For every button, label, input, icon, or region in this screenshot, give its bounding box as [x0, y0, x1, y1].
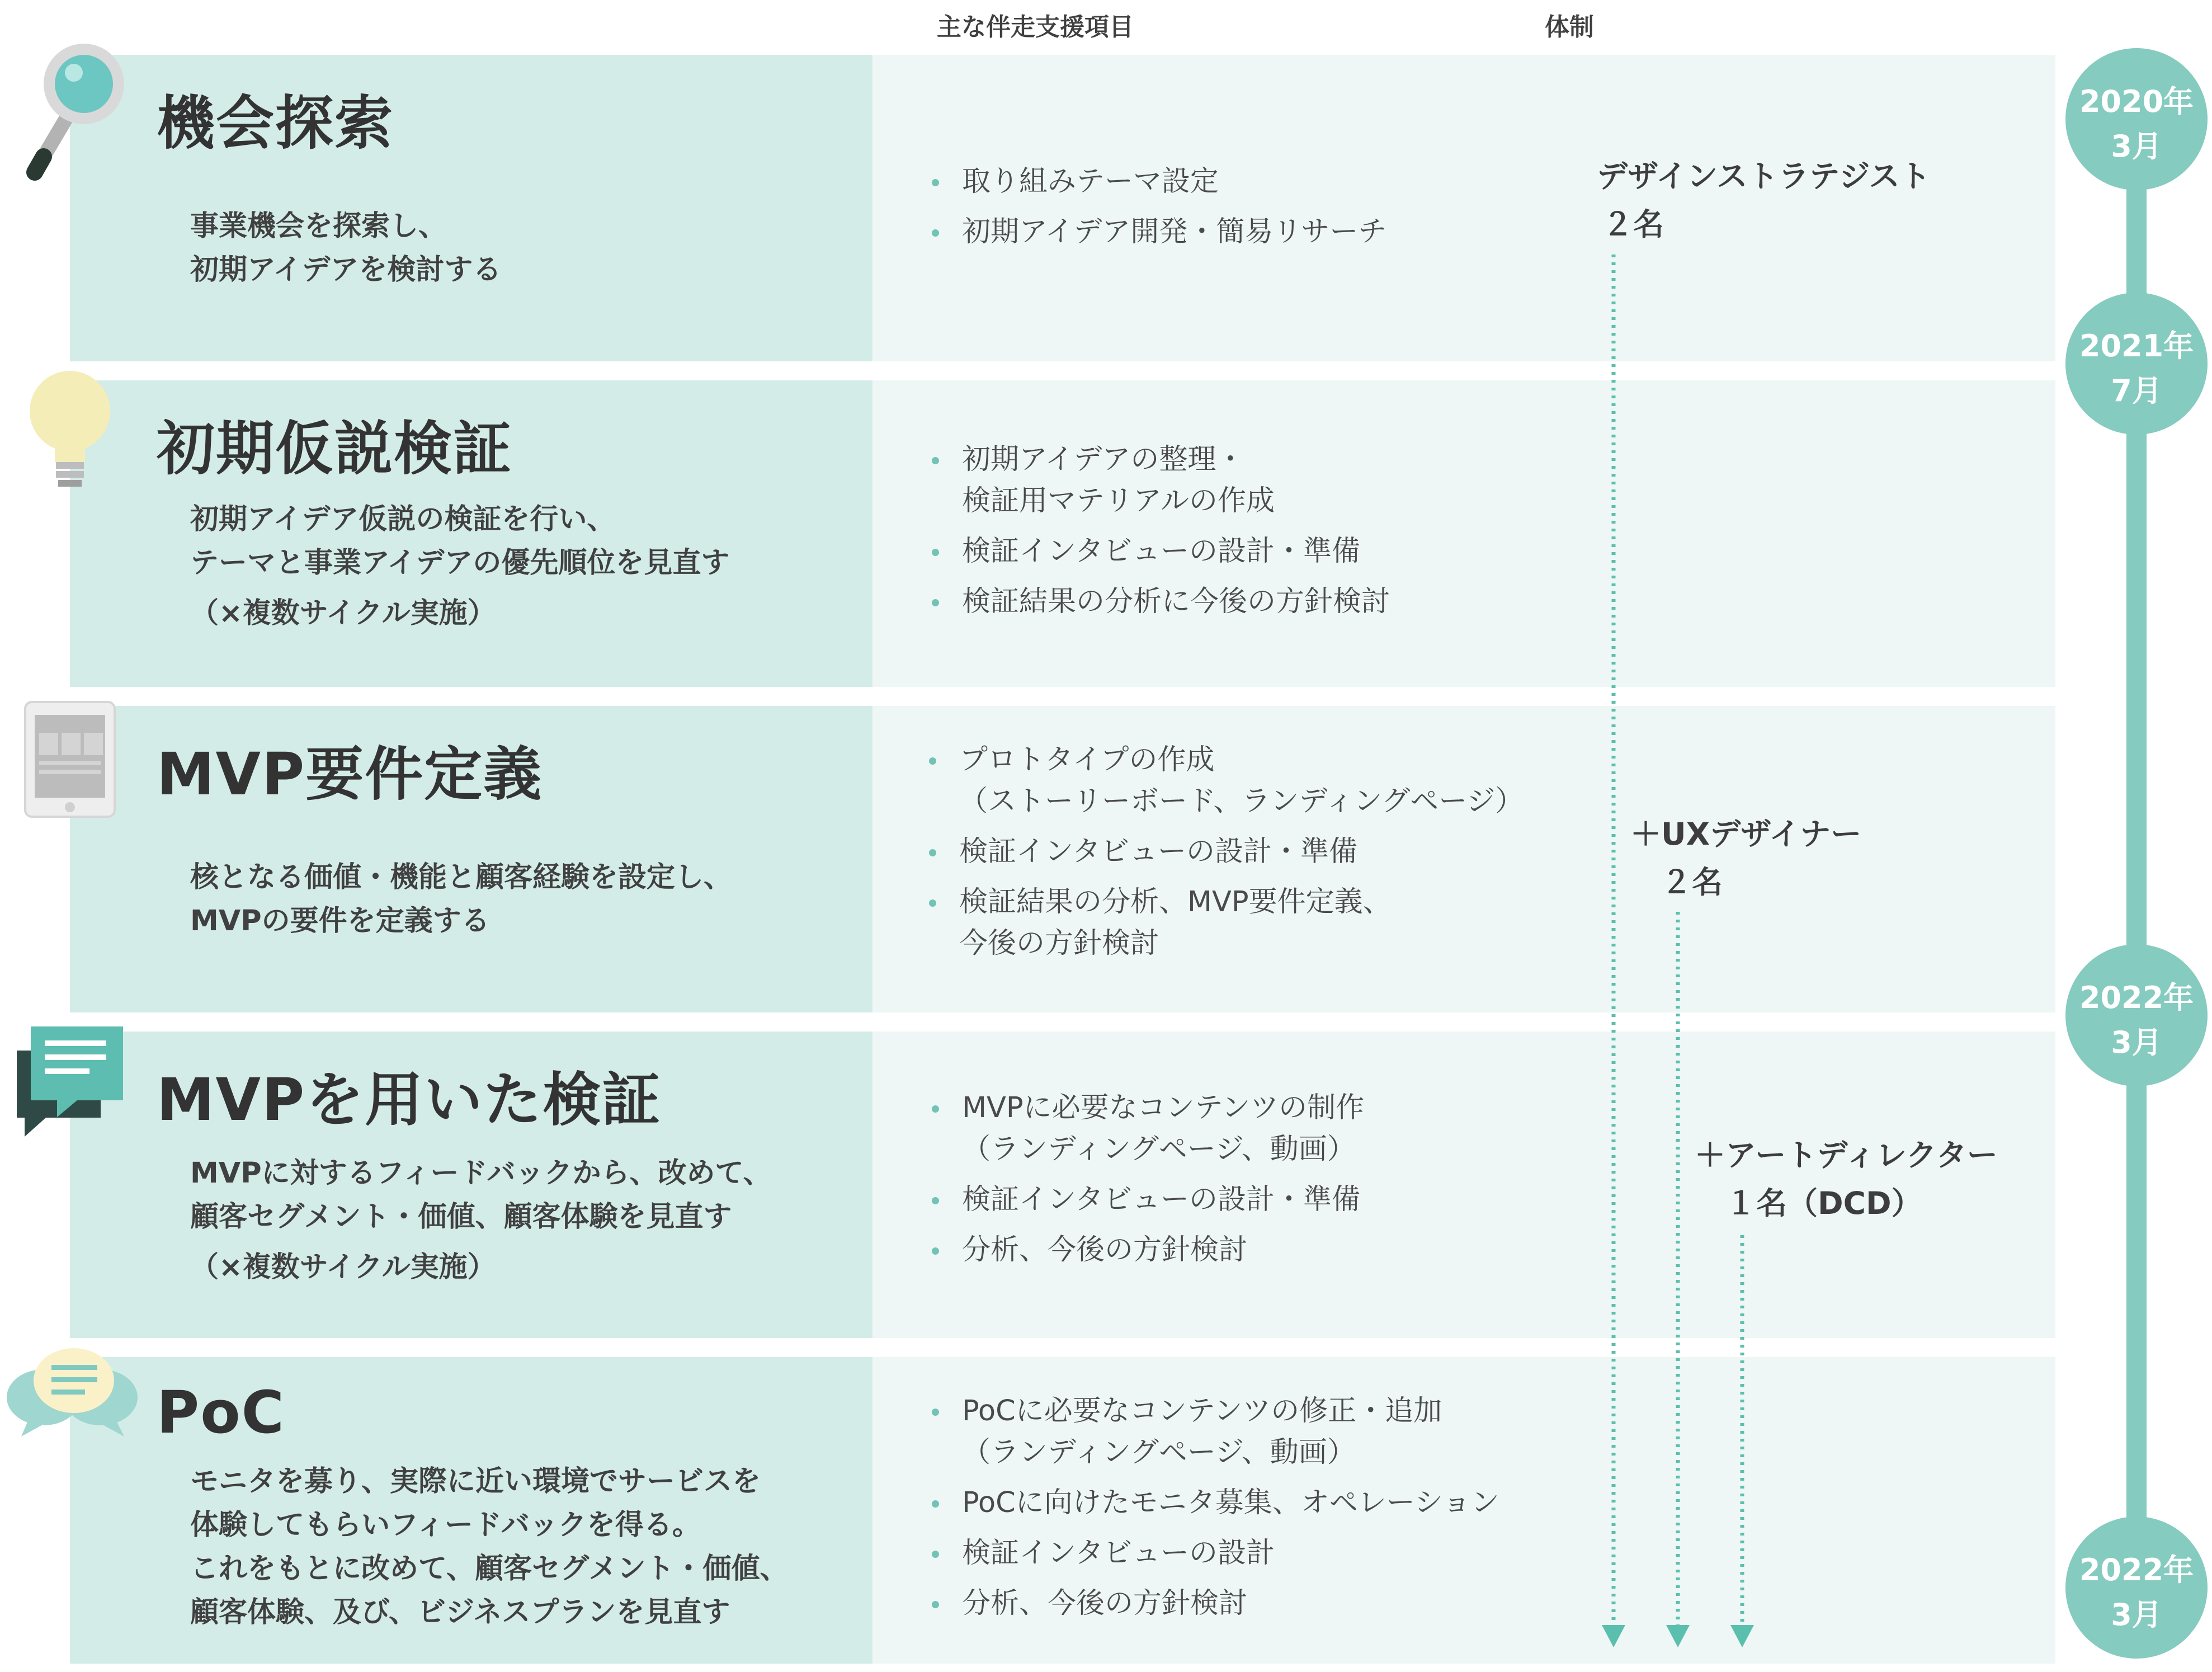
staff-art-director: ＋アートディレクター １名（DCD） — [1695, 1131, 1998, 1227]
cycle-note: （×複数サイクル実施） — [190, 597, 496, 630]
svg-text:2021年: 2021年 — [2079, 328, 2194, 364]
cycle-note: （×複数サイクル実施） — [190, 1251, 496, 1284]
magnifier-icon — [35, 44, 124, 172]
list-item: MVPに必要なコンテンツの制作 （ランディングページ、動画） — [962, 1087, 1364, 1170]
phase-title: PoC — [157, 1378, 285, 1447]
list-item: 分析、今後の方針検討 — [962, 1583, 1499, 1624]
timeline-marker — [2065, 293, 2208, 435]
phase-description: 初期アイデア仮説の検証を行い、 テーマと事業アイデアの優先順位を見直す （×複数サイクル実施） — [190, 498, 729, 635]
list-item: 分析、今後の方針検討 — [962, 1230, 1364, 1271]
phase-title: MVP要件定義 — [157, 740, 543, 808]
list-item: 検証インタビューの設計・準備 — [962, 1179, 1364, 1221]
svg-text:7月: 7月 — [2111, 373, 2162, 408]
svg-text:3月: 3月 — [2111, 129, 2162, 164]
list-item: 取り組みテーマ設定 — [962, 161, 1386, 202]
speech-bubble-icon — [17, 1026, 123, 1137]
svg-text:2022年: 2022年 — [2079, 1552, 2194, 1588]
staffing-arrows — [1602, 255, 1754, 1647]
list-item: 検証結果の分析に今後の方針検討 — [962, 581, 1390, 623]
tablet-icon — [25, 702, 115, 817]
list-item: 検証インタビューの設計 — [962, 1533, 1499, 1574]
phase-title: MVPを用いた検証 — [157, 1066, 662, 1134]
list-item: 検証結果の分析、MVP要件定義、 今後の方針検討 — [959, 882, 1524, 964]
support-items-header: 主な伴走支援項目 — [937, 13, 1134, 41]
list-item: 初期アイデア開発・簡易リサーチ — [962, 211, 1386, 253]
timeline-marker — [2065, 944, 2208, 1086]
chat-bubbles-icon — [7, 1348, 138, 1436]
list-item: 検証インタビューの設計・準備 — [959, 831, 1524, 873]
list-item: PoCに必要なコンテンツの修正・追加 （ランディングページ、動画） — [962, 1391, 1499, 1473]
timeline-marker — [2065, 48, 2208, 190]
phase-description: モニタを募り、実際に近い環境でサービスを 体験してもらいフィードバックを得る。 これをもとに改めて、顧客セグメント・価値、 顧客体験、及び、ビジネスプランを見直す — [190, 1465, 789, 1629]
list-item: 検証インタビューの設計・準備 — [962, 531, 1390, 572]
phase-description: 事業機会を探索し、 初期アイデアを検討する — [190, 210, 502, 286]
phase-title: 初期仮説検証 — [157, 415, 513, 483]
staff-count: １名（DCD） — [1725, 1185, 1922, 1221]
phase-description: MVPに対するフィードバックから、改めて、 顧客セグメント・価値、顧客体験を見直す （×複数サイクル実施） — [190, 1152, 771, 1289]
phase-title: 機会探索 — [157, 89, 394, 157]
staff-count: ２名 — [1661, 864, 1723, 900]
svg-text:3月: 3月 — [2111, 1025, 2162, 1060]
staff-design-strategist: デザインストラテジスト ２名 — [1597, 158, 1931, 242]
timeline — [2065, 48, 2208, 1659]
svg-text:2022年: 2022年 — [2079, 980, 2194, 1015]
svg-text:2020年: 2020年 — [2079, 84, 2194, 119]
team-header: 体制 — [1545, 13, 1594, 41]
staff-ux-designer: ＋UXデザイナー ２名 — [1630, 810, 1861, 906]
lightbulb-icon — [30, 371, 110, 487]
svg-text:3月: 3月 — [2111, 1597, 2162, 1632]
phase-description: 核となる価値・機能と顧客経験を設定し、 MVPの要件を定義する — [190, 861, 733, 938]
timeline-marker — [2065, 1516, 2208, 1659]
list-item: プロトタイプの作成 （ストーリーボード、ランディングページ） — [959, 740, 1524, 822]
list-item: 初期アイデアの整理・ 検証用マテリアルの作成 — [962, 439, 1390, 522]
list-item: PoCに向けたモニタ募集、オペレーション — [962, 1482, 1499, 1524]
